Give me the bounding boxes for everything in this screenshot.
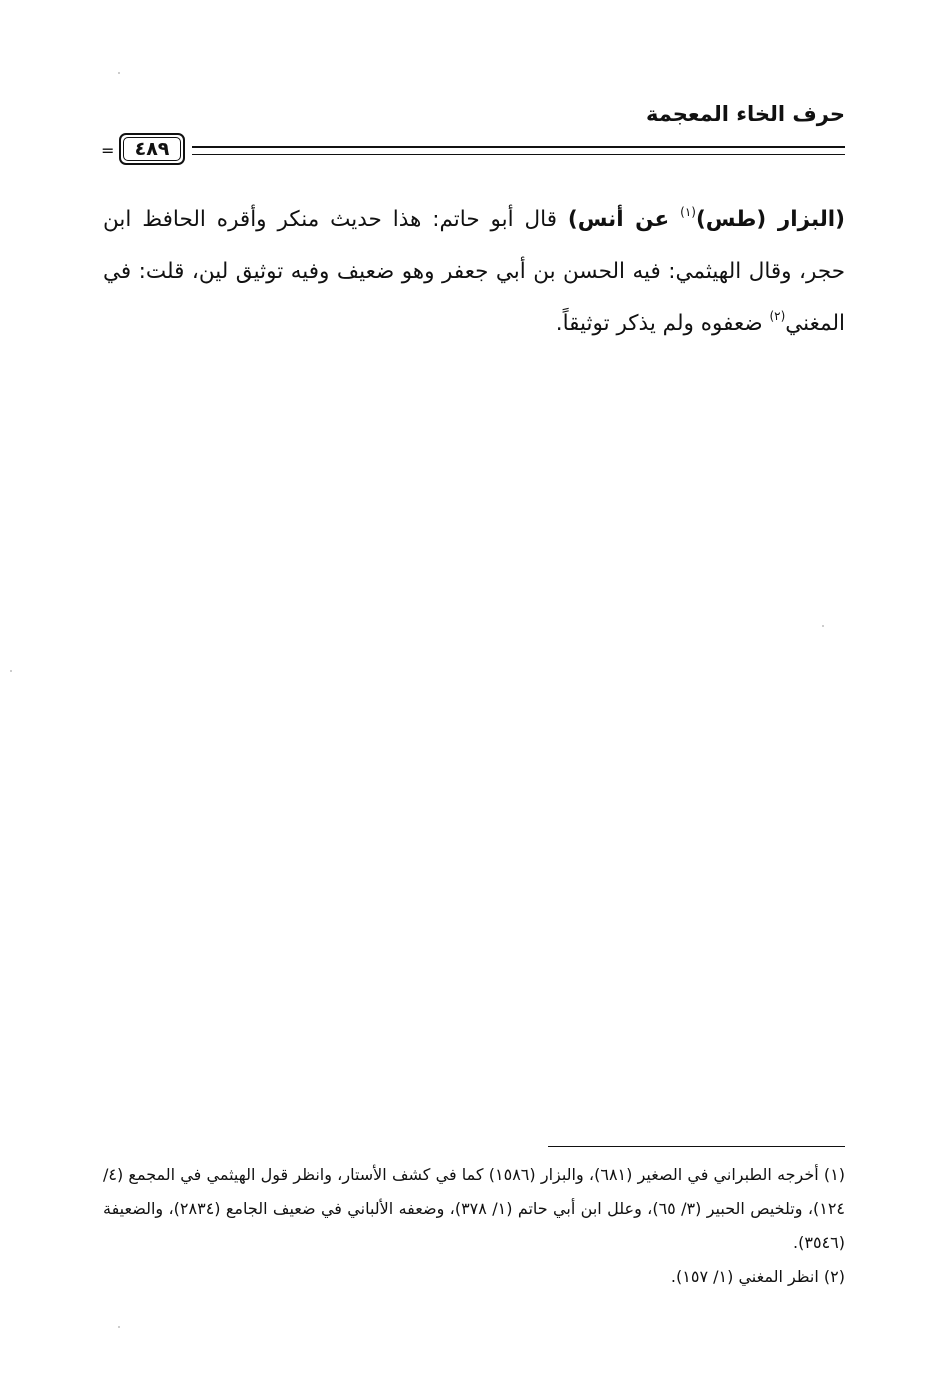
page-number-frame [119,133,185,165]
scan-speck [822,625,824,627]
footnote-2: (٢) انظر المغني (١/ ١٥٧). [670,1267,845,1286]
footnote-1: (١) أخرجه الطبراني في الصغير (٦٨١)، والبزار (١٥٨٦) كما في كشف الأستار، وانظر قول الهيثمي في المجمع (٤/ ١٢٤)، وتلخيص الحبير (٣/ ٦٥)، وعلل ابن أبي حاتم (١/ ٣٧٨)، وضعفه الألباني في ضعيف الجامع (٢٨٣٤)، والضعيفة (٣٥٤٦). [103,1165,846,1252]
paragraph-body: قال أبو حاتم: هذا حديث منكر وأقره الحافظ ابن حجر، وقال الهيثمي: فيه الحسن بن أبي جعفر وهو ضعيف وفيه توثيق لين، قلت: في المغني [103,207,845,336]
header-double-rule [192,146,845,155]
footnote-separator [548,1146,845,1147]
narrator: عن أنس) [567,207,670,232]
running-title: حرف الخاء المعجمة [645,102,845,126]
footnote-ref-2: (٢) [769,309,786,323]
scan-speck [118,1326,120,1328]
footnotes [103,1158,845,1294]
page-number: ٤٨٩ [134,138,170,160]
footnote-ref-1: (١) [680,205,696,219]
rule-end-marker: = [101,141,115,160]
scan-speck [10,670,12,672]
main-paragraph [103,194,845,350]
scan-speck [118,72,120,74]
source-citation: (البزار (طس) [695,207,845,232]
paragraph-end: ضعفوه ولم يذكر توثيقاً. [555,311,763,336]
